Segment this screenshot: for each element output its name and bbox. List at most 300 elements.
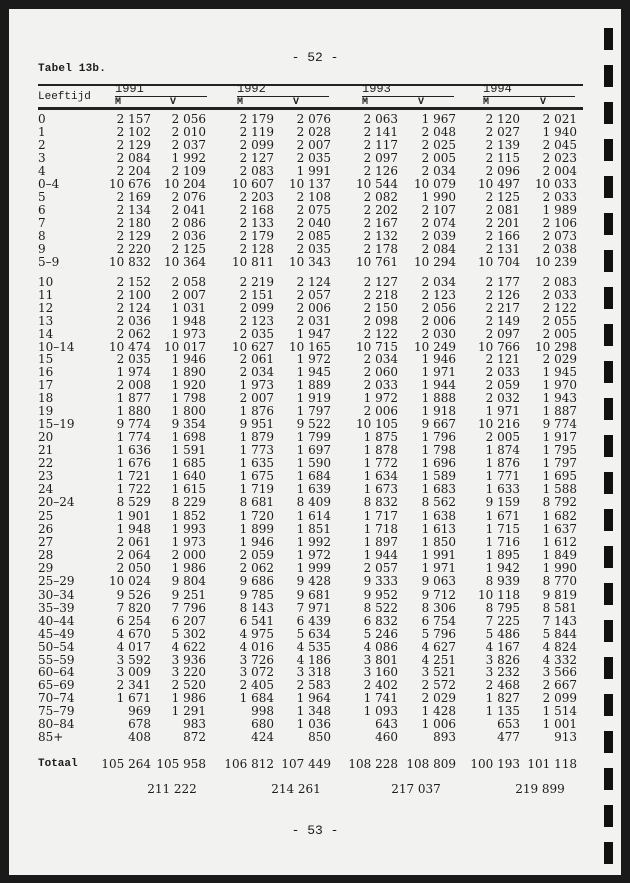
male-count: 1 771 [485,468,520,483]
female-column-header: V [418,97,425,108]
table-row [0,152,630,164]
table-row [0,470,630,482]
year-grand-total: 211 222 [147,782,197,796]
female-count: 2 075 [296,202,331,217]
male-count: 4 975 [239,626,274,641]
male-count: 8 939 [485,573,520,588]
binding-mark [604,768,613,790]
female-count: 2 033 [542,190,577,204]
male-count: 1 901 [116,509,151,523]
female-count: 2 055 [542,313,577,328]
female-count: 2 667 [542,678,577,693]
female-count: 1 986 [171,560,206,575]
female-count: 1 919 [296,390,331,405]
male-count: 2 141 [363,124,398,139]
female-count: 1 967 [421,112,456,126]
male-count: 1 876 [239,403,274,418]
male-count: 1 877 [116,390,151,405]
female-count: 2 107 [421,202,456,217]
male-count: 2 050 [116,560,151,575]
female-count: 1 291 [171,704,206,719]
female-count: 10 364 [164,254,206,269]
male-count: 1 880 [116,403,151,418]
table-row [0,204,630,216]
male-count: 2 166 [485,228,520,243]
binding-mark [604,65,613,87]
male-count: 2 034 [363,352,398,366]
table-row [0,289,630,301]
male-count: 2 218 [363,287,398,302]
male-count: 1 634 [363,468,398,483]
table-row [0,705,630,717]
male-count: 2 061 [116,534,151,549]
female-count: 2 037 [171,137,206,152]
female-count: 872 [183,729,206,744]
female-count: 5 302 [171,626,206,641]
male-count: 2 057 [363,560,398,575]
male-count: 460 [375,729,398,744]
binding-mark [604,842,613,864]
male-count: 2 082 [363,190,398,204]
male-count: 2 115 [485,150,520,165]
female-count: 1 849 [542,547,577,562]
female-count: 2 040 [296,215,331,230]
table-row [0,379,630,391]
female-count: 1 798 [171,390,206,405]
age-group-label: 28 [38,547,54,562]
female-count: 1 986 [171,691,206,706]
female-count: 1 795 [542,442,577,457]
male-count: 2 177 [485,275,520,289]
male-count: 2 097 [485,326,520,341]
year-grand-total: 214 261 [271,782,321,796]
male-count: 1 944 [363,547,398,562]
female-count: 1 638 [421,509,456,523]
female-count: 1 514 [542,704,577,719]
female-count: 1 991 [296,163,331,178]
female-count: 4 622 [171,639,206,654]
table-row [0,457,630,469]
male-count: 2 096 [485,163,520,178]
table-row [0,392,630,404]
year-header: 1991 [115,83,207,97]
male-count: 2 119 [239,124,274,139]
female-count: 4 186 [296,652,331,667]
female-count: 1 944 [421,377,456,392]
table-row [0,302,630,314]
male-count: 10 497 [478,176,520,191]
female-count: 2 106 [542,215,577,230]
table-row [0,628,630,640]
age-group-label: 18 [38,390,54,405]
female-count: 9 712 [421,588,456,602]
male-count: 2 084 [116,150,151,165]
female-count: 2 045 [542,137,577,152]
female-count: 1 031 [171,300,206,315]
male-count: 5 486 [485,626,520,641]
table-row [0,139,630,151]
table-row [0,165,630,177]
male-count: 1 772 [363,455,398,470]
male-count: 4 016 [239,639,274,654]
table-row [0,549,630,561]
male-count: 643 [375,717,398,731]
age-group-label: 25 [38,509,54,523]
female-count: 2 035 [296,150,331,165]
male-count: 8 529 [116,494,151,509]
male-count: 9 951 [239,416,274,431]
male-count: 1 972 [363,390,398,405]
female-count: 101 118 [527,757,577,771]
age-group-label: 15–19 [38,416,75,431]
male-column-header: M [237,97,244,108]
female-column-header: V [293,97,300,108]
female-count: 1 591 [171,442,206,457]
female-count: 1 797 [296,403,331,418]
female-count: 2 073 [542,228,577,243]
male-count: 2 061 [239,352,274,366]
female-count: 1 889 [296,377,331,392]
female-count: 4 535 [296,639,331,654]
female-count: 2 520 [171,678,206,693]
female-count: 1 613 [421,521,456,536]
table-header-rule-double [38,109,583,110]
age-group-label: 19 [38,403,54,418]
female-count: 4 824 [542,639,577,654]
male-count: 1 684 [239,691,274,706]
female-count: 2 099 [542,691,577,706]
age-group-label: 17 [38,377,54,392]
table-row [0,113,630,125]
male-count: 2 126 [363,163,398,178]
age-group-label: 30–34 [38,588,75,602]
female-count: 4 627 [421,639,456,654]
male-count: 1 973 [239,377,274,392]
male-count: 2 204 [116,163,151,178]
table-row [0,523,630,535]
male-count: 2 124 [116,300,151,315]
age-group-label: 80–84 [38,717,75,731]
table-row [0,731,630,743]
age-group-label: 35–39 [38,600,75,615]
year-grand-total: 219 899 [515,782,565,796]
male-count: 10 627 [232,339,274,354]
male-count: 2 157 [116,112,151,126]
female-count: 3 566 [542,665,577,680]
male-count: 2 099 [239,300,274,315]
male-count: 998 [251,704,274,719]
male-count: 1 879 [239,430,274,444]
male-count: 1 673 [363,481,398,496]
age-group-label: 6 [38,202,46,217]
male-count: 2 341 [116,678,151,693]
male-count: 3 726 [239,652,274,667]
female-count: 1 993 [171,521,206,536]
male-count: 680 [251,717,274,731]
male-count: 8 143 [239,600,274,615]
male-count: 2 129 [116,228,151,243]
male-count: 2 149 [485,313,520,328]
table-row [0,602,630,614]
male-count: 2 027 [485,124,520,139]
table-row [0,178,630,190]
total-row [0,758,630,770]
male-count: 10 832 [109,254,151,269]
male-count: 1 093 [363,704,398,719]
female-count: 2 031 [296,313,331,328]
male-count: 2 131 [485,241,520,256]
male-count: 2 123 [239,313,274,328]
male-count: 2 202 [363,202,398,217]
female-count: 1 640 [171,468,206,483]
female-count: 1 999 [296,560,331,575]
male-count: 2 151 [239,287,274,302]
female-count: 2 124 [296,275,331,289]
male-count: 2 032 [485,390,520,405]
male-count: 2 059 [239,547,274,562]
female-count: 1 964 [296,691,331,706]
age-group-label: 4 [38,163,46,178]
male-count: 2 405 [239,678,274,693]
female-count: 9 804 [171,573,206,588]
male-count: 1 715 [485,521,520,536]
male-count: 3 801 [363,652,398,667]
female-count: 2 058 [171,275,206,289]
female-count: 9 354 [171,416,206,431]
male-count: 678 [128,717,151,731]
female-count: 1 971 [421,364,456,379]
male-count: 1 875 [363,430,398,444]
female-count: 2 029 [421,691,456,706]
female-count: 983 [183,717,206,731]
male-count: 3 592 [116,652,151,667]
male-count: 2 139 [485,137,520,152]
male-count: 2 128 [239,241,274,256]
female-count: 9 251 [171,588,206,602]
table-row [0,405,630,417]
female-count: 8 562 [421,494,456,509]
female-count: 7 796 [171,600,206,615]
female-count: 1 990 [542,560,577,575]
female-count: 6 754 [421,613,456,628]
male-count: 2 127 [239,150,274,165]
male-count: 2 008 [116,377,151,392]
female-count: 913 [554,729,577,744]
male-count: 6 541 [239,613,274,628]
male-count: 2 062 [116,326,151,341]
male-count: 2 468 [485,678,520,693]
female-count: 2 056 [171,112,206,126]
male-count: 9 686 [239,573,274,588]
female-count: 10 343 [289,254,331,269]
female-count: 4 332 [542,652,577,667]
female-count: 1 972 [296,547,331,562]
female-count: 1 945 [542,364,577,379]
female-count: 9 428 [296,573,331,588]
male-count: 2 062 [239,560,274,575]
male-count: 1 635 [239,455,274,470]
male-count: 105 264 [101,757,151,771]
female-count: 1 851 [296,521,331,536]
male-count: 424 [251,729,274,744]
male-count: 653 [497,717,520,731]
male-count: 1 948 [116,521,151,536]
female-count: 1 992 [171,150,206,165]
female-count: 9 819 [542,588,577,602]
age-group-label: 14 [38,326,54,341]
female-count: 2 041 [171,202,206,217]
male-count: 2 220 [116,241,151,256]
female-count: 2 035 [296,241,331,256]
female-count: 1 798 [421,442,456,457]
male-count: 1 899 [239,521,274,536]
female-count: 9 774 [542,416,577,431]
male-count: 1 671 [485,509,520,523]
male-count: 2 064 [116,547,151,562]
male-count: 1 671 [116,691,151,706]
table-row [0,315,630,327]
table-title: Tabel 13b. [38,63,107,75]
male-column-header: M [362,97,369,108]
female-count: 1 589 [421,468,456,483]
male-count: 2 034 [239,364,274,379]
male-count: 9 333 [363,573,398,588]
table-row [0,575,630,587]
female-count: 1 797 [542,455,577,470]
male-count: 9 785 [239,588,274,602]
male-count: 7 820 [116,600,151,615]
female-count: 10 204 [164,176,206,191]
age-group-label: Totaal [38,758,78,770]
table-row [0,589,630,601]
table-row [0,496,630,508]
female-count: 1 695 [542,468,577,483]
female-count: 2 108 [296,190,331,204]
table-row [0,256,630,268]
male-count: 4 017 [116,639,151,654]
male-count: 1 135 [485,704,520,719]
female-count: 2 572 [421,678,456,693]
age-group-label: 50–54 [38,639,75,654]
female-count: 2 123 [421,287,456,302]
female-count: 1 888 [421,390,456,405]
female-count: 1 918 [421,403,456,418]
age-group-label: 70–74 [38,691,75,706]
age-group-label: 10–14 [38,339,75,354]
female-count: 1 992 [296,534,331,549]
female-count: 1 945 [296,364,331,379]
male-count: 2 097 [363,150,398,165]
female-count: 1 684 [296,468,331,483]
male-count: 1 974 [116,364,151,379]
female-count: 2 074 [421,215,456,230]
male-count: 1 774 [116,430,151,444]
male-count: 408 [128,729,151,744]
male-count: 477 [497,729,520,744]
female-count: 7 143 [542,613,577,628]
table-row [0,718,630,730]
male-count: 10 105 [356,416,398,431]
female-count: 1 946 [421,352,456,366]
male-count: 2 150 [363,300,398,315]
male-count: 10 474 [109,339,151,354]
female-count: 3 220 [171,665,206,680]
female-count: 10 298 [535,339,577,354]
female-count: 9 063 [421,573,456,588]
table-row [0,641,630,653]
male-count: 2 179 [239,228,274,243]
female-count: 2 122 [542,300,577,315]
footer-page-number: - 53 - [291,823,339,838]
female-count: 1 970 [542,377,577,392]
table-row [0,615,630,627]
table-row [0,562,630,574]
male-count: 2 060 [363,364,398,379]
female-count: 893 [433,729,456,744]
female-count: 105 958 [156,757,206,771]
female-column-header: V [540,97,547,108]
male-count: 2 127 [363,275,398,289]
male-count: 2 081 [485,202,520,217]
male-count: 3 232 [485,665,520,680]
female-count: 10 239 [535,254,577,269]
female-count: 3 936 [171,652,206,667]
female-count: 2 021 [542,112,577,126]
male-count: 969 [128,704,151,719]
age-group-label: 60–64 [38,665,75,680]
female-count: 1 036 [296,717,331,731]
male-column-header: M [483,97,490,108]
female-count: 5 844 [542,626,577,641]
male-count: 2 035 [116,352,151,366]
age-group-label: 16 [38,364,54,379]
female-count: 1 947 [296,326,331,341]
male-count: 2 133 [239,215,274,230]
male-count: 4 167 [485,639,520,654]
female-count: 1 800 [171,403,206,418]
female-count: 2 083 [542,275,577,289]
age-group-label: 9 [38,241,46,256]
male-count: 1 876 [485,455,520,470]
female-count: 8 770 [542,573,577,588]
male-count: 3 009 [116,665,151,680]
female-count: 2 005 [542,326,577,341]
female-count: 1 946 [171,352,206,366]
female-count: 10 137 [289,176,331,191]
female-count: 2 086 [171,215,206,230]
age-group-label: 1 [38,124,46,139]
female-count: 2 034 [421,163,456,178]
female-count: 1 682 [542,509,577,523]
female-count: 2 023 [542,150,577,165]
female-count: 2 076 [296,112,331,126]
male-count: 1 897 [363,534,398,549]
male-count: 10 216 [478,416,520,431]
male-count: 3 072 [239,665,274,680]
age-group-label: 23 [38,468,54,483]
male-count: 10 118 [478,588,520,602]
age-group-label: 5–9 [38,254,60,269]
female-count: 5 634 [296,626,331,641]
male-count: 8 795 [485,600,520,615]
male-count: 2 122 [363,326,398,341]
female-count: 1 917 [542,430,577,444]
age-group-label: 85+ [38,729,64,744]
table-row [0,654,630,666]
male-count: 8 681 [239,494,274,509]
table-row [0,341,630,353]
table-row [0,444,630,456]
